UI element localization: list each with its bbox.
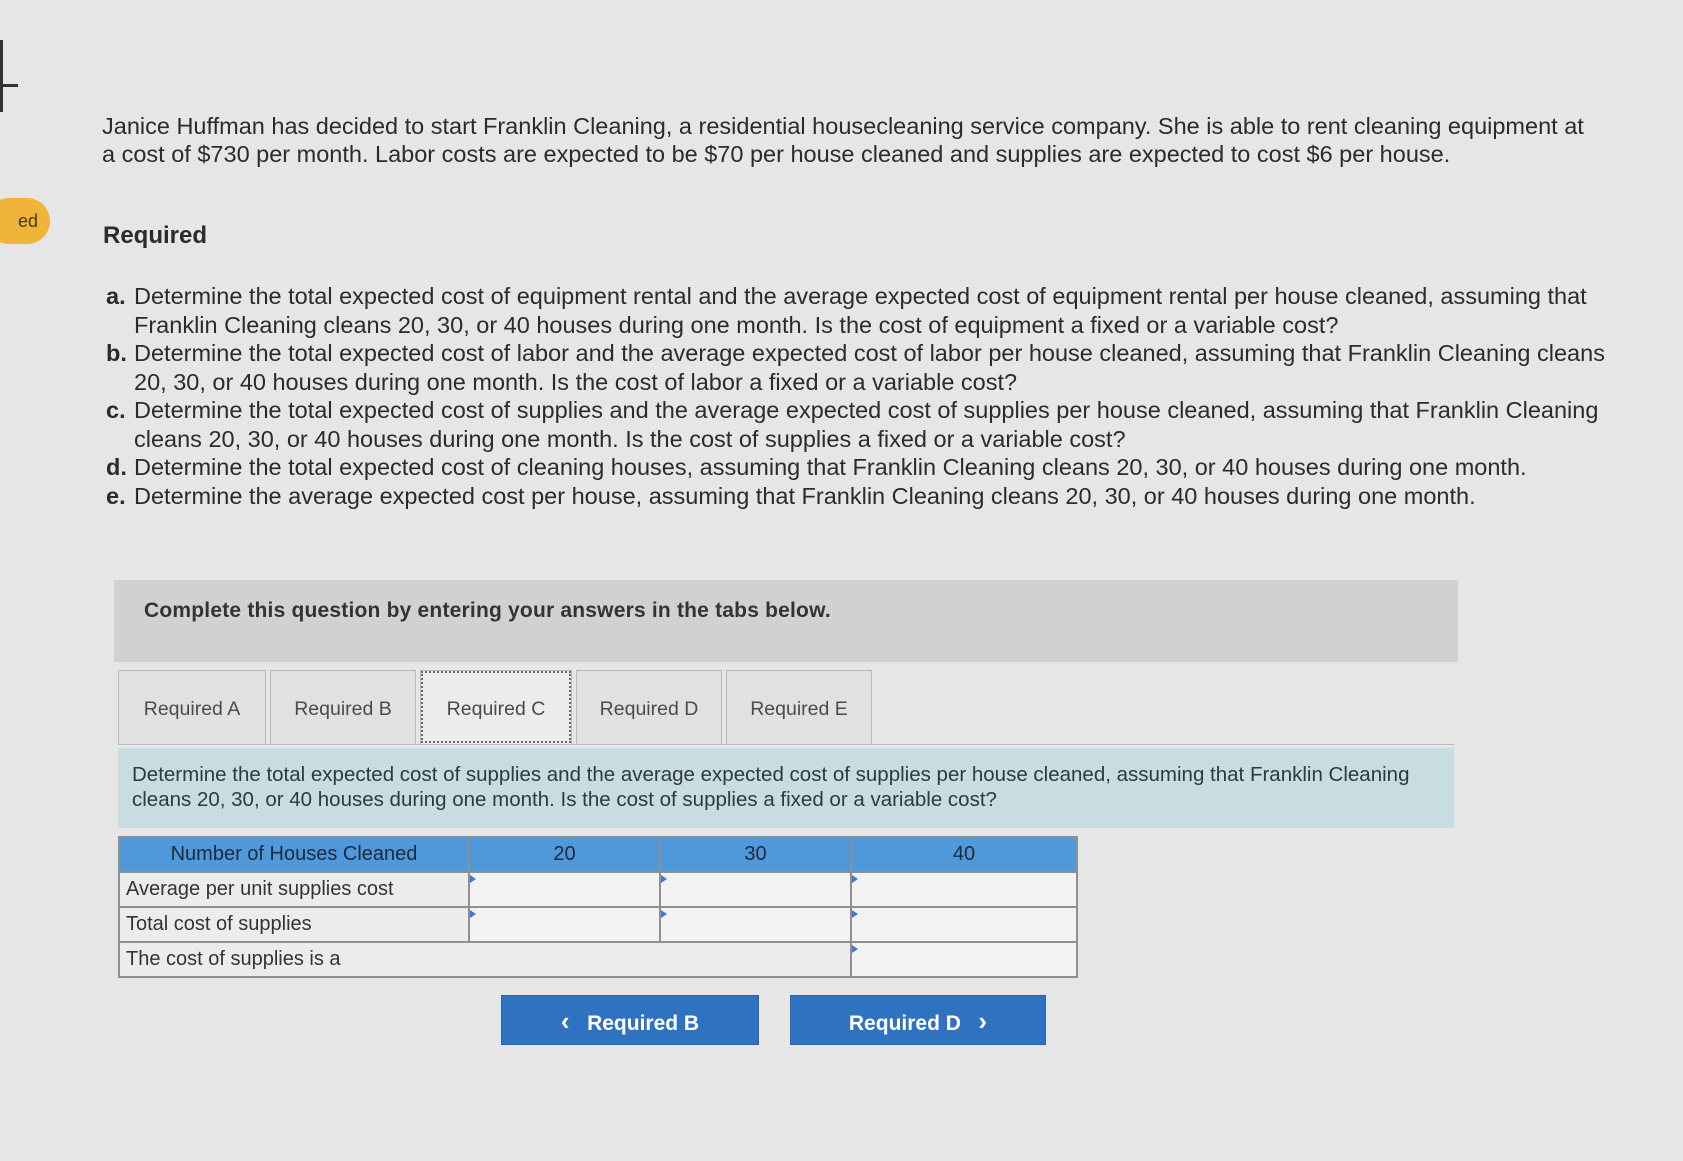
requirement-letter: b. xyxy=(106,340,127,366)
average-cost-30-input[interactable] xyxy=(661,874,850,905)
average-cost-40-cell[interactable] xyxy=(851,872,1077,907)
required-heading: Required xyxy=(103,222,208,249)
requirement-letter: d. xyxy=(106,454,127,480)
chevron-left-icon: ‹ xyxy=(560,1006,570,1036)
requirement-text: Determine the total expected cost of supplies and the average expected cost of supplies per house cleaned, assuming that Franklin Cleaning cleans 20, 30, or 40 houses during one month. Is the cost of supplies a fixed or a variable cost? xyxy=(134,397,1599,452)
table-row xyxy=(119,872,1077,907)
column-header-houses: Number of Houses Cleaned xyxy=(119,837,469,872)
total-cost-30-cell[interactable] xyxy=(660,907,851,942)
requirement-text: Determine the total expected cost of labor and the average expected cost of labor per house cleaned, assuming that Franklin Cleaning cleans 20, 30, or 40 houses during one month. Is the cost of labor a fixed or a variable cost? xyxy=(134,340,1605,395)
requirement-item xyxy=(106,339,1606,396)
requirement-text: Determine the average expected cost per house, assuming that Franklin Cleaning cleans 20, 30, or 40 houses during one month. xyxy=(134,482,1476,509)
total-cost-20-cell[interactable] xyxy=(469,907,660,942)
tab-required-c[interactable]: Required C xyxy=(420,670,572,744)
tab-required-a[interactable]: Required A xyxy=(118,670,266,744)
average-cost-20-cell[interactable] xyxy=(469,872,660,907)
answer-table xyxy=(118,836,1078,978)
row-label-cost-behavior: The cost of supplies is a xyxy=(119,942,851,977)
average-cost-40-input[interactable] xyxy=(852,874,1076,905)
status-badge[interactable]: ed xyxy=(0,198,50,244)
total-cost-30-input[interactable] xyxy=(661,909,850,940)
edge-marker xyxy=(0,40,3,112)
panel-header xyxy=(114,580,1458,662)
tab-instruction: Determine the total expected cost of supplies and the average expected cost of supplies per house cleaned, assuming that Franklin Cleaning cleans 20, 30, or 40 houses during one month. Is the cost of supplies a fixed or a variable cost? xyxy=(118,748,1454,828)
requirement-letter: e. xyxy=(106,482,126,509)
row-label-average-supplies: Average per unit supplies cost xyxy=(119,872,469,907)
next-button-label: Required D xyxy=(848,1012,961,1035)
average-cost-20-input[interactable] xyxy=(470,874,659,905)
tab-required-e[interactable]: Required E xyxy=(726,670,872,744)
average-cost-30-cell[interactable] xyxy=(660,872,851,907)
requirement-item xyxy=(106,453,1606,482)
table-header-row xyxy=(119,837,1077,872)
requirement-letter: c. xyxy=(106,397,126,423)
total-cost-40-input[interactable] xyxy=(852,909,1076,940)
requirements-list xyxy=(106,282,1606,510)
table-row xyxy=(119,942,1077,977)
edge-marker-tick xyxy=(0,84,18,87)
panel-header-text: Complete this question by entering your answers in the tabs below. xyxy=(144,599,831,622)
total-cost-40-cell[interactable] xyxy=(851,907,1077,942)
cost-behavior-select-cell[interactable] xyxy=(851,942,1077,977)
table-row xyxy=(119,907,1077,942)
tab-required-d[interactable]: Required D xyxy=(576,670,722,744)
requirement-letter: a. xyxy=(106,283,126,309)
column-header-30: 30 xyxy=(660,837,851,872)
next-required-d-button[interactable] xyxy=(790,995,1046,1045)
cost-behavior-dropdown[interactable] xyxy=(852,944,1076,975)
total-cost-20-input[interactable] xyxy=(470,909,659,940)
row-label-total-supplies: Total cost of supplies xyxy=(119,907,469,942)
tab-divider xyxy=(118,744,1454,745)
requirement-text: Determine the total expected cost of equipment rental and the average expected cost of equipment rental per house cleaned, assuming that Franklin Cleaning cleans 20, 30, or 40 houses during one month. Is the cost of equipment a fixed or a variable cost? xyxy=(134,283,1587,338)
requirement-item xyxy=(106,282,1606,339)
chevron-right-icon: › xyxy=(978,1006,988,1036)
problem-intro: Janice Huffman has decided to start Franklin Cleaning, a residential housecleaning service company. She is able to rent cleaning equipment at a cost of $730 per month. Labor costs are expected to be $70 per house cleaned and supplies are expected to cost $6 per house. xyxy=(102,113,1584,167)
requirement-item xyxy=(106,396,1606,453)
column-header-40: 40 xyxy=(851,837,1077,872)
column-header-20: 20 xyxy=(469,837,660,872)
prev-required-b-button[interactable] xyxy=(501,995,759,1045)
requirement-text: Determine the total expected cost of cleaning houses, assuming that Franklin Cleaning cleans 20, 30, or 40 houses during one month. xyxy=(134,454,1527,480)
prev-button-label: Required B xyxy=(587,1012,700,1035)
tab-required-b[interactable]: Required B xyxy=(270,670,416,744)
requirement-item xyxy=(106,482,1606,511)
